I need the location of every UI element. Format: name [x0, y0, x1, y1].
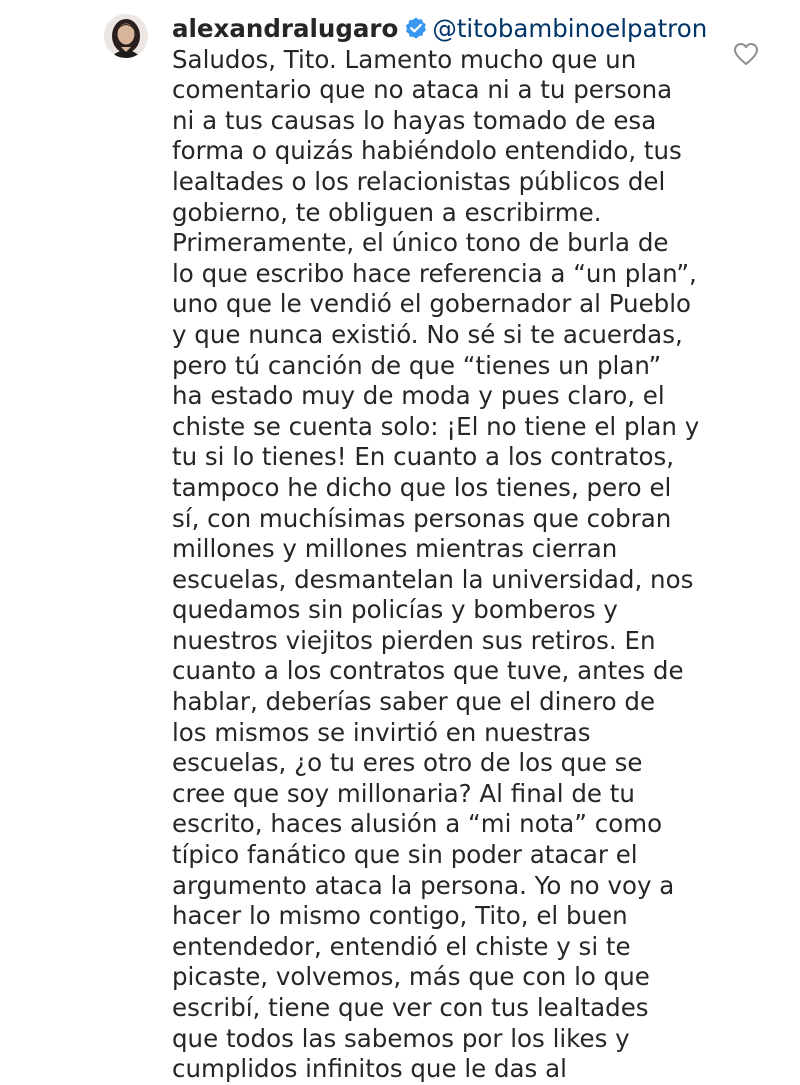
comment-text-line: chiste se cuenta solo: ¡El no tiene el plan y — [172, 411, 700, 441]
comment-text-line: gobierno, te obliguen a escribirme. — [172, 197, 602, 227]
comment-text-line: pero tú canción de que “tienes un plan” — [172, 350, 662, 380]
comment-text-line: millones y millones mientras cierran — [172, 534, 618, 564]
comment-text-line: que todos las sabemos por los likes y — [172, 1023, 630, 1053]
avatar[interactable] — [104, 14, 148, 58]
comment-body — [172, 14, 732, 1085]
comment-text-line: uno que le vendió el gobernador al Pueblo — [172, 289, 691, 319]
comment-text-line: picaste, volvemos, más que con lo que — [172, 962, 650, 992]
comment-text-line: los mismos se invirtió en nuestras — [172, 717, 591, 747]
comment-text-line: típico fanático que sin poder atacar el — [172, 840, 638, 870]
comment-text-line: nuestros viejitos pierden sus retiros. En — [172, 625, 656, 655]
heart-icon[interactable] — [733, 42, 759, 66]
comment-text-line: argumento ataca la persona. Yo no voy a — [172, 870, 675, 900]
comment-text-line: lealtades o los relacionistas públicos del — [172, 166, 666, 196]
comment-text-line: Primeramente, el único tono de burla de — [172, 228, 669, 258]
comment-text-line: tampoco he dicho que los tienes, pero el — [172, 472, 672, 502]
comment-text-line: entendedor, entendió el chiste y si te — [172, 931, 631, 961]
comment-text-line: escuelas, desmantelan la universidad, nos — [172, 564, 694, 594]
comment-text-line: escuelas, ¿o tu eres otro de los que se — [172, 748, 643, 778]
comment-text-line: hablar, deberías saber que el dinero de — [172, 687, 656, 717]
comment-text-line: escrito, haces alusión a “mi nota” como — [172, 809, 663, 839]
username-link[interactable]: alexandralugaro — [172, 14, 399, 43]
comment-text-line: ni a tus causas lo hayas tomado de esa — [172, 105, 657, 135]
mention-link[interactable]: @titobambinoelpatron — [432, 14, 708, 43]
comment-text — [172, 45, 732, 1085]
comment-text-line: cumplidos infinitos que le das al — [172, 1054, 567, 1084]
comment-text-line: forma o quizás habiéndolo entendido, tus — [172, 136, 682, 166]
comment-text-line: cuanto a los contratos que tuve, antes de — [172, 656, 684, 686]
comment-text-line: comentario que no ataca ni a tu persona — [172, 75, 673, 105]
comment-text-line: hacer lo mismo contigo, Tito, el buen — [172, 901, 628, 931]
comment-text-line: lo que escribo hace referencia a “un plan”, — [172, 258, 697, 288]
comment-text-line: Saludos, Tito. Lamento mucho que un — [172, 44, 637, 74]
comment-text-line: tu si lo tienes! En cuanto a los contratos, — [172, 442, 675, 472]
comment-text-line: escribí, tiene que ver con tus lealtades — [172, 993, 649, 1022]
comment-text-line: quedamos sin policías y bomberos y — [172, 595, 618, 625]
comment-text-line: cree que soy millonaria? Al final de tu — [172, 778, 635, 808]
comment-text-line: y que nunca existió. No sé si te acuerdas, — [172, 319, 683, 349]
comment-text-line: ha estado muy de moda y pues claro, el — [172, 381, 665, 411]
verified-badge-icon — [404, 16, 428, 40]
comment-text-line: sí, con muchísimas personas que cobran — [172, 503, 672, 533]
comment-header — [172, 14, 732, 45]
